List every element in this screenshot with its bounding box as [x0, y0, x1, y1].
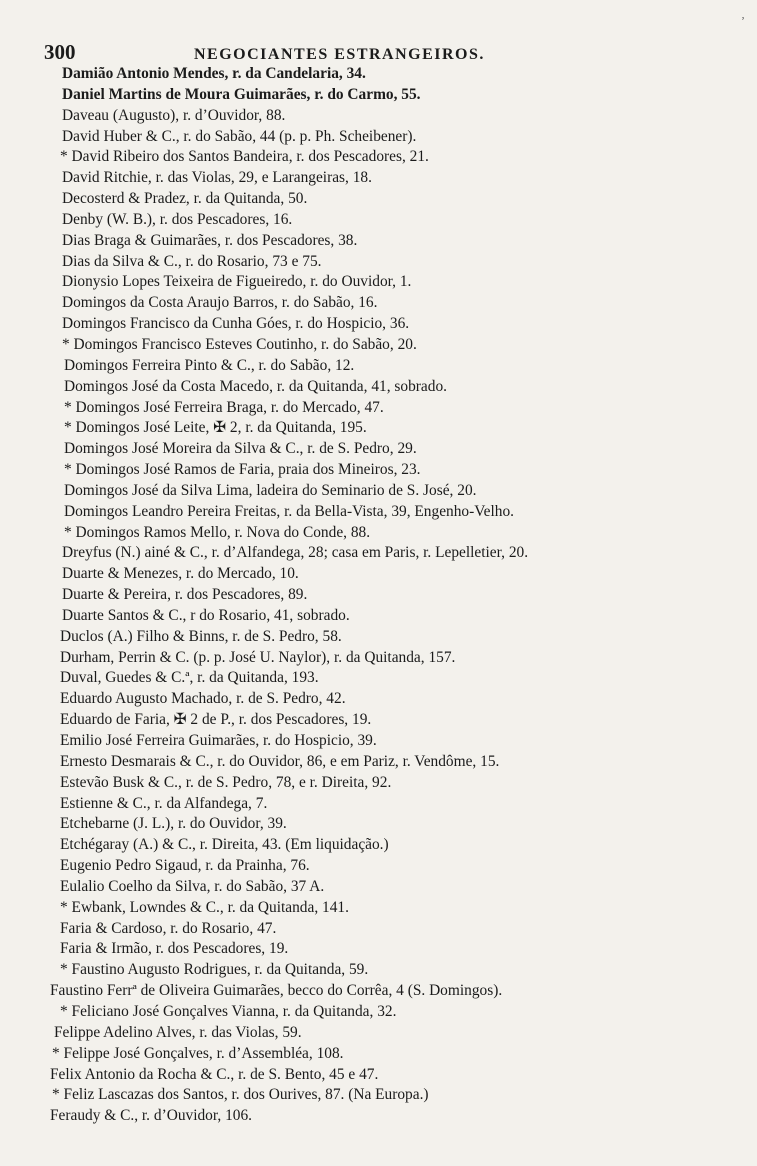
merchant-entry: Dionysio Lopes Teixeira de Figueiredo, r. do Ouvidor, 1.	[62, 273, 412, 291]
merchant-entry: Etchégaray (A.) & C., r. Direita, 43. (Em liquidação.)	[60, 836, 389, 854]
merchant-entry: Domingos Francisco da Cunha Góes, r. do Hospicio, 36.	[62, 315, 410, 333]
margin-mark: ʼ	[741, 14, 745, 28]
merchant-entry: Domingos José Moreira da Silva & C., r. de S. Pedro, 29.	[64, 440, 417, 458]
page-number: 300	[44, 40, 76, 64]
merchant-entry: Eugenio Pedro Sigaud, r. da Prainha, 76.	[60, 857, 310, 875]
merchant-entry: Estevão Busk & C., r. de S. Pedro, 78, e r. Direita, 92.	[60, 773, 392, 791]
merchant-entry: Duarte & Menezes, r. do Mercado, 10.	[62, 565, 299, 583]
merchant-entry: Duclos (A.) Filho & Binns, r. de S. Pedro, 58.	[60, 627, 342, 645]
merchant-list	[50, 64, 740, 1127]
merchant-entry: Etchebarne (J. L.), r. do Ouvidor, 39.	[60, 815, 287, 833]
merchant-entry: Eulalio Coelho da Silva, r. do Sabão, 37 A.	[60, 877, 325, 895]
merchant-entry: Domingos José da Costa Macedo, r. da Quitanda, 41, sobrado.	[64, 377, 447, 395]
merchant-entry: * Faustino Augusto Rodrigues, r. da Quitanda, 59.	[60, 961, 369, 979]
merchant-entry: David Huber & C., r. do Sabão, 44 (p. p. Ph. Scheibener).	[62, 127, 417, 145]
merchant-entry: Estienne & C., r. da Alfandega, 7.	[60, 794, 268, 812]
merchant-entry: Decosterd & Pradez, r. da Quitanda, 50.	[62, 190, 308, 208]
merchant-entry: Felippe Adelino Alves, r. das Violas, 59.	[54, 1023, 302, 1041]
merchant-entry: Faustino Ferrª de Oliveira Guimarães, becco do Corrêa, 4 (S. Domingos).	[50, 982, 503, 1000]
page-header	[44, 40, 664, 66]
merchant-entry: Daveau (Augusto), r. d’Ouvidor, 88.	[62, 106, 286, 124]
merchant-entry: Duval, Guedes & C.ª, r. da Quitanda, 193.	[60, 669, 319, 687]
merchant-entry: Faria & Cardoso, r. do Rosario, 47.	[60, 919, 277, 937]
merchant-entry: Duarte & Pereira, r. dos Pescadores, 89.	[62, 586, 308, 604]
merchant-entry: Domingos Leandro Pereira Freitas, r. da Bella-Vista, 39, Engenho-Velho.	[64, 502, 514, 520]
merchant-entry: Faria & Irmão, r. dos Pescadores, 19.	[60, 940, 289, 958]
merchant-entry: Duarte Santos & C., r do Rosario, 41, sobrado.	[62, 606, 350, 624]
merchant-entry: * Feliz Lascazas dos Santos, r. dos Ourives, 87. (Na Europa.)	[52, 1086, 429, 1104]
merchant-entry: Dias da Silva & C., r. do Rosario, 73 e 75.	[62, 252, 322, 270]
merchant-entry: Eduardo Augusto Machado, r. de S. Pedro, 42.	[60, 690, 346, 708]
merchant-entry: * David Ribeiro dos Santos Bandeira, r. dos Pescadores, 21.	[60, 148, 429, 166]
merchant-entry: * Feliciano José Gonçalves Vianna, r. da Quitanda, 32.	[60, 1002, 397, 1020]
merchant-entry: Dreyfus (N.) ainé & C., r. d’Alfandega, 28; casa em Paris, r. Lepelletier, 20.	[62, 544, 529, 562]
merchant-entry: * Domingos Francisco Esteves Coutinho, r. do Sabão, 20.	[62, 335, 417, 353]
running-title: NEGOCIANTES ESTRANGEIROS.	[194, 46, 485, 63]
merchant-entry: Damião Antonio Mendes, r. da Candelaria, 34.	[62, 65, 366, 82]
merchant-entry: Dias Braga & Guimarães, r. dos Pescadores, 38.	[62, 231, 358, 249]
merchant-entry: Emilio José Ferreira Guimarães, r. do Hospicio, 39.	[60, 732, 377, 749]
merchant-entry: Ernesto Desmarais & C., r. do Ouvidor, 86, e em Pariz, r. Vendôme, 15.	[60, 752, 500, 770]
merchant-entry: * Domingos José Ramos de Faria, praia dos Mineiros, 23.	[64, 461, 421, 479]
merchant-entry: Feraudy & C., r. d’Ouvidor, 106.	[50, 1107, 253, 1125]
merchant-entry: Domingos José da Silva Lima, ladeira do Seminario de S. José, 20.	[64, 481, 477, 499]
merchant-entry: * Domingos José Ferreira Braga, r. do Mercado, 47.	[64, 398, 384, 416]
merchant-entry: Domingos da Costa Araujo Barros, r. do Sabão, 16.	[62, 294, 378, 312]
merchant-entry: David Ritchie, r. das Violas, 29, e Larangeiras, 18.	[62, 169, 372, 187]
merchant-entry: Durham, Perrin & C. (p. p. José U. Naylor), r. da Quitanda, 157.	[60, 648, 456, 666]
merchant-entry: Denby (W. B.), r. dos Pescadores, 16.	[62, 210, 293, 228]
merchant-entry: * Domingos Ramos Mello, r. Nova do Conde, 88.	[64, 523, 371, 541]
merchant-entry: Domingos Ferreira Pinto & C., r. do Sabão, 12.	[64, 356, 355, 374]
merchant-entry: * Felippe José Gonçalves, r. d’Assembléa, 108.	[52, 1044, 344, 1062]
merchant-entry: Felix Antonio da Rocha & C., r. de S. Bento, 45 e 47.	[50, 1065, 379, 1083]
merchant-entry: * Ewbank, Lowndes & C., r. da Quitanda, 141.	[60, 898, 349, 916]
merchant-entry: * Domingos José Leite, ✠ 2, r. da Quitanda, 195.	[64, 419, 367, 437]
merchant-entry: Daniel Martins de Moura Guimarães, r. do Carmo, 55.	[62, 85, 421, 103]
merchant-entry: Eduardo de Faria, ✠ 2 de P., r. dos Pescadores, 19.	[60, 711, 372, 729]
